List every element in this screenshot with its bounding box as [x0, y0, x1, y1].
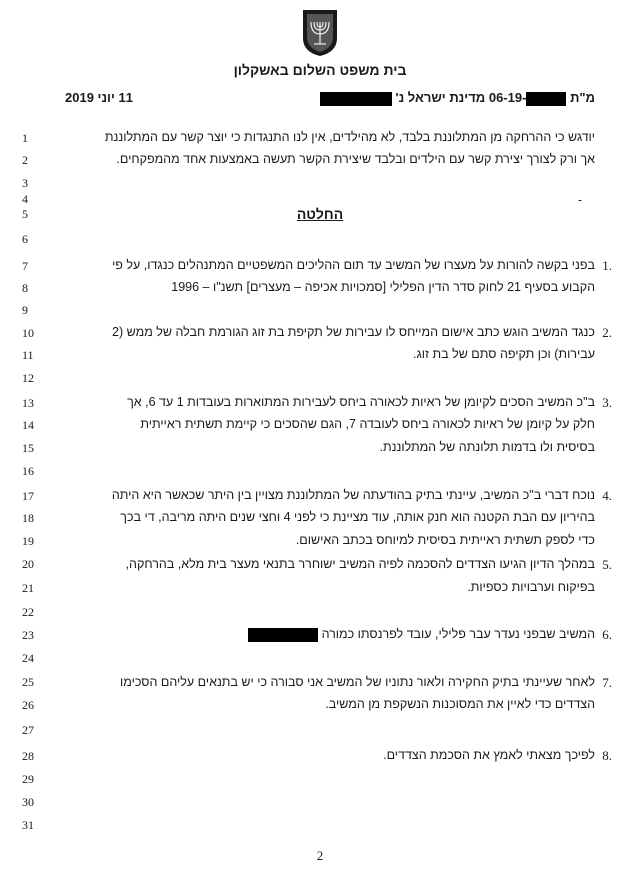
line-number: 29: [22, 772, 34, 786]
paragraph-number: 3.: [602, 395, 612, 410]
paragraph-line: לפיכך מצאתי לאמץ את הסכמת הצדדים.: [383, 748, 595, 762]
paragraph-line: לאחר שעיינתי בתיק החקירה ולאור נתוניו של המשיב אני סבורה כי יש בתנאים עליהם הסכימו: [119, 675, 595, 689]
court-name: בית משפט השלום באשקלון: [233, 62, 407, 78]
paragraph-line: עבירות) וכן תקיפה סתם של בת זוג.: [412, 347, 595, 361]
paragraph-number: 6.: [602, 627, 612, 642]
line-number: 18: [22, 511, 34, 525]
line-number: 15: [22, 441, 34, 455]
paragraph-line: הצדדים כדי לאיין את המסוכנות הנשקפת מן המשיב.: [325, 697, 595, 711]
line-number: 23: [22, 628, 34, 642]
case-prefix: מ"ת: [570, 90, 595, 105]
paragraph-number: 8.: [602, 748, 612, 763]
line-number: 14: [22, 418, 34, 432]
line-number: 13: [22, 396, 34, 410]
line-number: 24: [22, 651, 34, 665]
line-number: 8: [22, 281, 28, 295]
paragraph-line: כנגד המשיב הוגש כתב אישום המייחס לו עבירות של תקיפת בת זוג הגורמת חבלה של ממש (2: [112, 325, 595, 339]
line-number: 17: [22, 489, 34, 503]
line-number: 3: [22, 176, 28, 190]
line-number: 10: [22, 326, 34, 340]
paragraph-line: ב"כ המשיב הסכים לקיומן של ראיות לכאורה ביחס לעבירות המתוארות בעובדות 1 עד 6, אך: [127, 395, 595, 409]
paragraph-line: בפיקוח וערבויות כספיות.: [467, 580, 595, 594]
paragraph-line: בפני בקשה להורות על מעצרו של המשיב עד תום ההליכים המשפטיים המתנהלים כנגדו, על פי: [112, 258, 595, 272]
intro-line: אך ורק לצורך יצירת קשר עם הילדים ובלבד שיצירת הקשר תעשה באמצעות אחד מהמפקחים.: [116, 152, 595, 166]
line-number: 4: [22, 192, 28, 206]
paragraph-line: כדי לספק תשתית ראייתית בסיסית למיוחס בכתב האישום.: [295, 533, 595, 547]
paragraph-line: חלק על קיומן של ראיות לכאורה ביחס לעובדה 7, הגם שהסכים כי קיימת תשתית ראייתית: [140, 417, 595, 431]
line-number: 11: [22, 348, 34, 362]
line-number: 19: [22, 534, 34, 548]
case-parties: מדינת ישראל נ': [395, 90, 486, 105]
paragraph-line: במהלך הדיון הגיעו הצדדים להסכמה לפיה המשיב ישוחרר בתנאי מעצר בית מלא, בהרחקה,: [125, 557, 595, 571]
state-emblem-icon: [299, 8, 341, 58]
paragraph-line: נוכח דברי ב"כ המשיב, עיינתי בתיק בהודעתה של המתלוננת מצויין בין היתר שכאשר היא היתה: [111, 488, 595, 502]
dash-mark: -: [578, 193, 583, 207]
page-number: 2: [316, 848, 324, 863]
redaction-block: [248, 628, 318, 642]
paragraph-line: המשיב שבפני נעדר עבר פלילי, עובד לפרנסתו כמורה: [55, 627, 595, 642]
line-number: 28: [22, 749, 34, 763]
line-number: 21: [22, 581, 34, 595]
line-number: 26: [22, 698, 34, 712]
line-number: 5: [22, 207, 28, 221]
decision-heading: החלטה: [296, 206, 344, 222]
line-number: 20: [22, 557, 34, 571]
line-number: 7: [22, 259, 28, 273]
line-number: 30: [22, 795, 34, 809]
line-number: 31: [22, 818, 34, 832]
redaction-block: [526, 92, 566, 106]
paragraph-line: בסיסית ולו בדמות תלונתה של המתלוננת.: [379, 440, 595, 454]
line-number: 1: [22, 131, 28, 145]
paragraph-number: 2.: [602, 325, 612, 340]
redaction-block: [320, 92, 392, 106]
case-number-line: [320, 90, 595, 106]
paragraph-number: 1.: [602, 258, 612, 273]
paragraph-number: 7.: [602, 675, 612, 690]
line-number: 22: [22, 605, 34, 619]
line-number: 9: [22, 303, 28, 317]
line-number: 12: [22, 371, 34, 385]
case-number: -06-19: [488, 90, 527, 105]
paragraph-number: 5.: [602, 557, 612, 572]
paragraph-line: הקבוע בסעיף 21 לחוק סדר הדין הפלילי [סמכויות אכיפה – מעצרים] תשנ"ו – 1996: [171, 280, 595, 294]
hearing-date: 11 יוני 2019: [65, 90, 133, 105]
line-number: 16: [22, 464, 34, 478]
line-number: 25: [22, 675, 34, 689]
paragraph-number: 4.: [602, 488, 612, 503]
line-number: 27: [22, 723, 34, 737]
paragraph-line: בהיריון עם הבת הקטנה הוא חנק אותה, עוד מציינת כי לפני 4 וחצי שנים היתה מריבה, די בכך: [120, 510, 595, 524]
intro-line: יודגש כי ההרחקה מן המתלוננת בלבד, לא מהילדים, אין לנו התנגדות כי יוצר קשר עם המתלוננת: [104, 130, 595, 144]
line-number: 2: [22, 153, 28, 167]
line-number: 6: [22, 232, 28, 246]
